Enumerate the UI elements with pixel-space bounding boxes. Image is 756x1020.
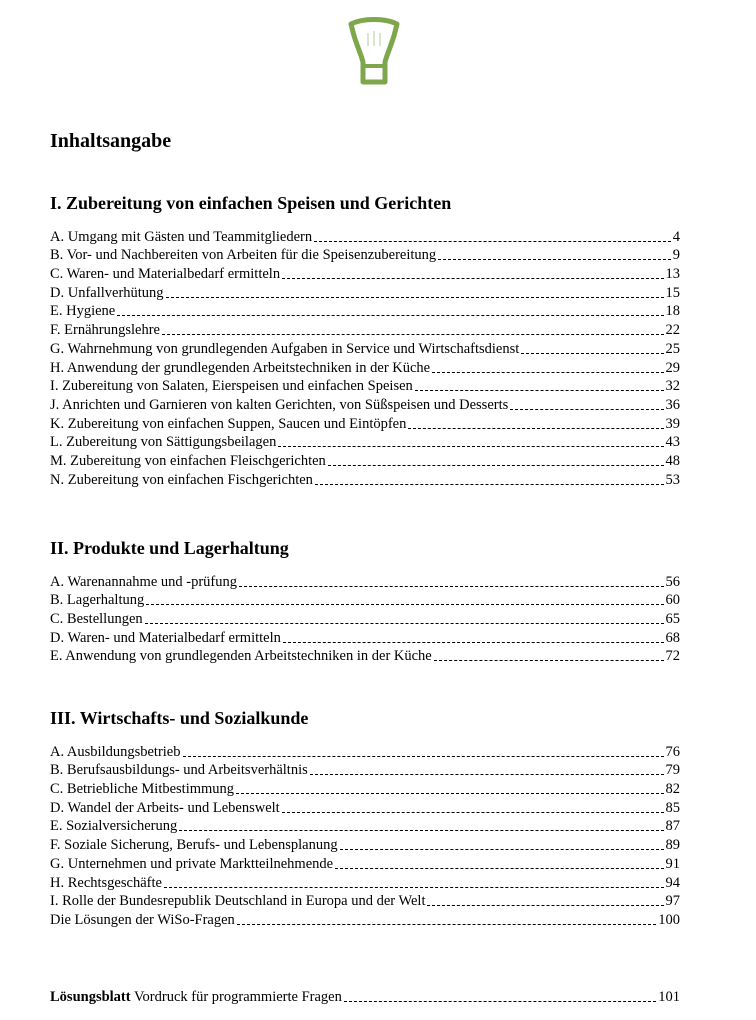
toc-entry-label: B. Berufsausbildungs- und Arbeitsverhältnis	[50, 762, 308, 779]
toc-entry-page: 4	[672, 228, 680, 245]
toc-entry-page: 22	[665, 322, 680, 339]
toc-entry-label: G. Wahrnehmung von grundlegenden Aufgaben in Service und Wirtschaftsdienst	[50, 340, 520, 357]
toc-entry-page: 48	[665, 452, 680, 469]
toc-entry-label: Die Lösungen der WiSo-Fragen	[50, 911, 235, 928]
toc-entry[interactable]	[50, 627, 680, 646]
toc-entry[interactable]	[50, 778, 680, 797]
toc-entry[interactable]	[50, 319, 680, 338]
toc-entry-label	[50, 989, 342, 1005]
toc-entry-page: 76	[665, 743, 680, 760]
toc-entry-page: 89	[665, 837, 680, 854]
dot-leader	[278, 446, 663, 447]
toc-entry-label: I. Rolle der Bundesrepublik Deutschland in Europa und der Welt	[50, 893, 426, 910]
toc-entry-page: 68	[665, 629, 680, 646]
toc-entry[interactable]	[50, 590, 680, 609]
toc-entry-page: 72	[665, 648, 680, 665]
toc-entry[interactable]	[50, 872, 680, 891]
toc-entry[interactable]	[50, 909, 680, 928]
toc-entry[interactable]	[50, 853, 680, 872]
toc-entry-label: A. Ausbildungsbetrieb	[50, 743, 181, 760]
toc-entry-label: M. Zubereitung von einfachen Fleischgerichten	[50, 452, 326, 469]
toc-entry[interactable]	[50, 282, 680, 301]
toc-entry[interactable]	[50, 413, 680, 432]
toc-entry-label: I. Zubereitung von Salaten, Eierspeisen und einfachen Speisen	[50, 378, 413, 395]
toc-entry-page: 32	[665, 378, 680, 395]
dot-leader	[521, 353, 663, 354]
toc-entry-label: B. Vor- und Nachbereiten von Arbeiten für die Speisenzubereitung	[50, 247, 437, 264]
solution-sheet-bold-label: Lösungsblatt	[50, 988, 131, 1005]
toc-entry-page: 15	[665, 284, 680, 301]
dot-leader	[408, 428, 663, 429]
page-title: Inhaltsangabe	[50, 130, 172, 152]
toc-entry[interactable]	[50, 263, 680, 282]
toc-entry-label: E. Anwendung von grundlegenden Arbeitstechniken in der Küche	[50, 648, 432, 665]
toc-entry-label: C. Waren- und Materialbedarf ermitteln	[50, 266, 281, 283]
toc-entry[interactable]	[50, 741, 680, 760]
toc-entry[interactable]	[50, 226, 680, 245]
toc-entry-page: 9	[672, 247, 680, 264]
toc-entry-label: D. Wandel der Arbeits- und Lebenswelt	[50, 799, 280, 816]
dot-leader	[179, 830, 663, 831]
toc-entry-label: L. Zubereitung von Sättigungsbeilagen	[50, 434, 277, 451]
toc-entry-label: A. Umgang mit Gästen und Teammitgliedern	[50, 228, 313, 245]
toc-entry-label: N. Zubereitung von einfachen Fischgerichten	[50, 471, 313, 488]
toc-entry-page: 101	[658, 988, 680, 1005]
toc-entry-page: 97	[665, 893, 680, 910]
dot-leader	[282, 278, 663, 279]
solution-sheet-label: Vordruck für programmierte Fragen	[130, 988, 342, 1005]
toc-entry-page: 43	[665, 434, 680, 451]
dot-leader	[335, 868, 663, 869]
dot-leader	[328, 465, 664, 466]
toc-entry[interactable]	[50, 797, 680, 816]
toc-entry-page: 29	[665, 359, 680, 376]
section-heading-1: I. Zubereitung von einfachen Speisen und Gerichten	[50, 193, 452, 213]
toc-entry[interactable]	[50, 450, 680, 469]
toc-entry[interactable]	[50, 816, 680, 835]
toc-entry-label: B. Lagerhaltung	[50, 592, 145, 609]
toc-entry[interactable]	[50, 608, 680, 627]
toc-entry-page: 100	[658, 911, 680, 928]
toc-entry-page: 13	[665, 266, 680, 283]
toc-entry-page: 87	[665, 818, 680, 835]
dot-leader	[117, 315, 663, 316]
dot-leader	[146, 604, 663, 605]
toc-entry[interactable]	[50, 301, 680, 320]
dot-leader	[164, 887, 664, 888]
toc-list-1	[50, 226, 680, 488]
chef-hat-icon	[343, 16, 405, 88]
section-heading-2: II. Produkte und Lagerhaltung	[50, 538, 289, 558]
dot-leader	[344, 1001, 656, 1002]
toc-entry-label: D. Unfallverhütung	[50, 284, 164, 301]
dot-leader	[315, 484, 664, 485]
dot-leader	[183, 756, 664, 757]
dot-leader	[237, 924, 656, 925]
dot-leader	[432, 372, 663, 373]
toc-entry[interactable]	[50, 432, 680, 451]
footer-toc	[50, 986, 680, 1005]
toc-entry-page: 65	[665, 611, 680, 628]
toc-entry[interactable]	[50, 760, 680, 779]
dot-leader	[145, 623, 664, 624]
dot-leader	[283, 642, 664, 643]
section-heading-3: III. Wirtschafts- und Sozialkunde	[50, 708, 309, 728]
toc-list-3	[50, 741, 680, 928]
toc-entry-label: H. Anwendung der grundlegenden Arbeitstechniken in der Küche	[50, 359, 431, 376]
toc-entry-page: 25	[665, 340, 680, 357]
toc-entry-label: F. Ernährungslehre	[50, 322, 160, 339]
toc-entry-solution-sheet[interactable]	[50, 986, 680, 1005]
toc-entry[interactable]	[50, 394, 680, 413]
toc-entry[interactable]	[50, 338, 680, 357]
dot-leader	[166, 297, 664, 298]
toc-entry-page: 18	[665, 303, 680, 320]
toc-entry[interactable]	[50, 834, 680, 853]
toc-entry[interactable]	[50, 376, 680, 395]
toc-entry-label: C. Betriebliche Mitbestimmung	[50, 781, 235, 798]
toc-entry[interactable]	[50, 646, 680, 665]
toc-entry-page: 94	[665, 874, 680, 891]
toc-entry[interactable]	[50, 469, 680, 488]
dot-leader	[427, 905, 663, 906]
toc-entry[interactable]	[50, 571, 680, 590]
toc-entry-label: J. Anrichten und Garnieren von kalten Gerichten, von Süßspeisen und Desserts	[50, 396, 509, 413]
toc-entry-label: E. Sozialversicherung	[50, 818, 178, 835]
toc-entry-label: A. Warenannahme und -prüfung	[50, 573, 238, 590]
dot-leader	[510, 409, 663, 410]
toc-entry-page: 60	[665, 592, 680, 609]
toc-entry-page: 91	[665, 855, 680, 872]
toc-list-2	[50, 571, 680, 664]
dot-leader	[236, 793, 663, 794]
toc-entry-page: 82	[665, 781, 680, 798]
dot-leader	[438, 259, 671, 260]
toc-entry-label: G. Unternehmen und private Marktteilnehmende	[50, 855, 334, 872]
toc-entry-page: 53	[665, 471, 680, 488]
dot-leader	[282, 812, 664, 813]
toc-entry[interactable]	[50, 891, 680, 910]
toc-entry-label: E. Hygiene	[50, 303, 116, 320]
toc-entry-label: K. Zubereitung von einfachen Suppen, Saucen und Eintöpfen	[50, 415, 407, 432]
dot-leader	[162, 334, 664, 335]
toc-entry-label: D. Waren- und Materialbedarf ermitteln	[50, 629, 281, 646]
toc-entry[interactable]	[50, 357, 680, 376]
dot-leader	[434, 660, 664, 661]
toc-entry-page: 39	[665, 415, 680, 432]
toc-entry-page: 36	[665, 396, 680, 413]
toc-entry-label: C. Bestellungen	[50, 611, 143, 628]
toc-entry-label: F. Soziale Sicherung, Berufs- und Lebensplanung	[50, 837, 338, 854]
dot-leader	[314, 241, 671, 242]
toc-entry-page: 85	[665, 799, 680, 816]
dot-leader	[239, 586, 663, 587]
toc-entry[interactable]	[50, 245, 680, 264]
toc-entry-label: H. Rechtsgeschäfte	[50, 874, 162, 891]
dot-leader	[340, 849, 664, 850]
dot-leader	[415, 390, 664, 391]
toc-entry-page: 56	[665, 573, 680, 590]
dot-leader	[310, 774, 664, 775]
toc-entry-page: 79	[665, 762, 680, 779]
